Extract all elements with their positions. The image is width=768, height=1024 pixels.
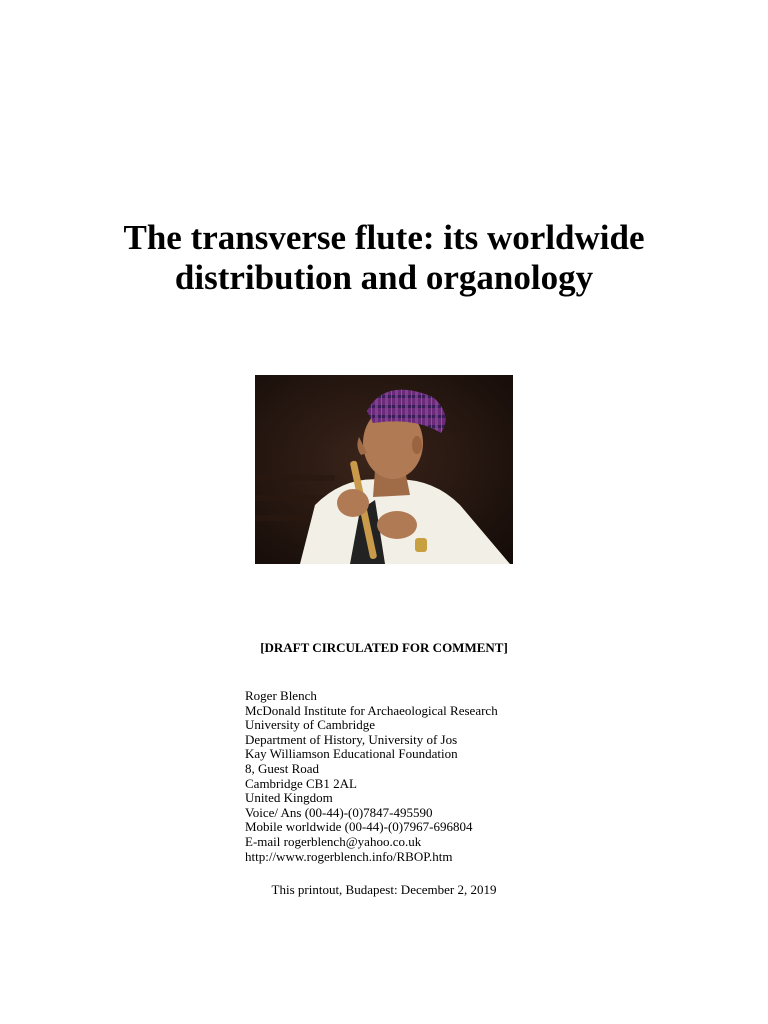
contact-line-city: Cambridge CB1 2AL [245, 775, 357, 791]
title-line-2: distribution and organology [174, 258, 594, 297]
contact-line-website: http://www.rogerblench.info/RBOP.htm [245, 848, 453, 864]
contact-line-email: E-mail rogerblench@yahoo.co.uk [245, 833, 422, 849]
contact-line-country: United Kingdom [245, 790, 333, 806]
author-contact-block [245, 689, 498, 864]
contact-line-voice: Voice/ Ans (00-44)-(0)7847-495590 [245, 804, 433, 820]
contact-line-department: Department of History, University of Jos [245, 731, 458, 747]
contact-line-institute: McDonald Institute for Archaeological Research [245, 702, 498, 718]
document-title [40, 218, 728, 298]
flute-player-photo [255, 375, 513, 564]
contact-line-author: Roger Blench [245, 688, 317, 703]
printout-date: This printout, Budapest: December 2, 2019 [271, 882, 497, 897]
contact-line-foundation: Kay Williamson Educational Foundation [245, 746, 458, 762]
draft-notice: [DRAFT CIRCULATED FOR COMMENT] [260, 640, 508, 655]
contact-line-mobile: Mobile worldwide (00-44)-(0)7967-696804 [245, 819, 473, 835]
contact-line-street: 8, Guest Road [245, 760, 320, 776]
title-line-1: The transverse flute: its worldwide [123, 218, 645, 257]
contact-line-university: University of Cambridge [245, 717, 375, 733]
